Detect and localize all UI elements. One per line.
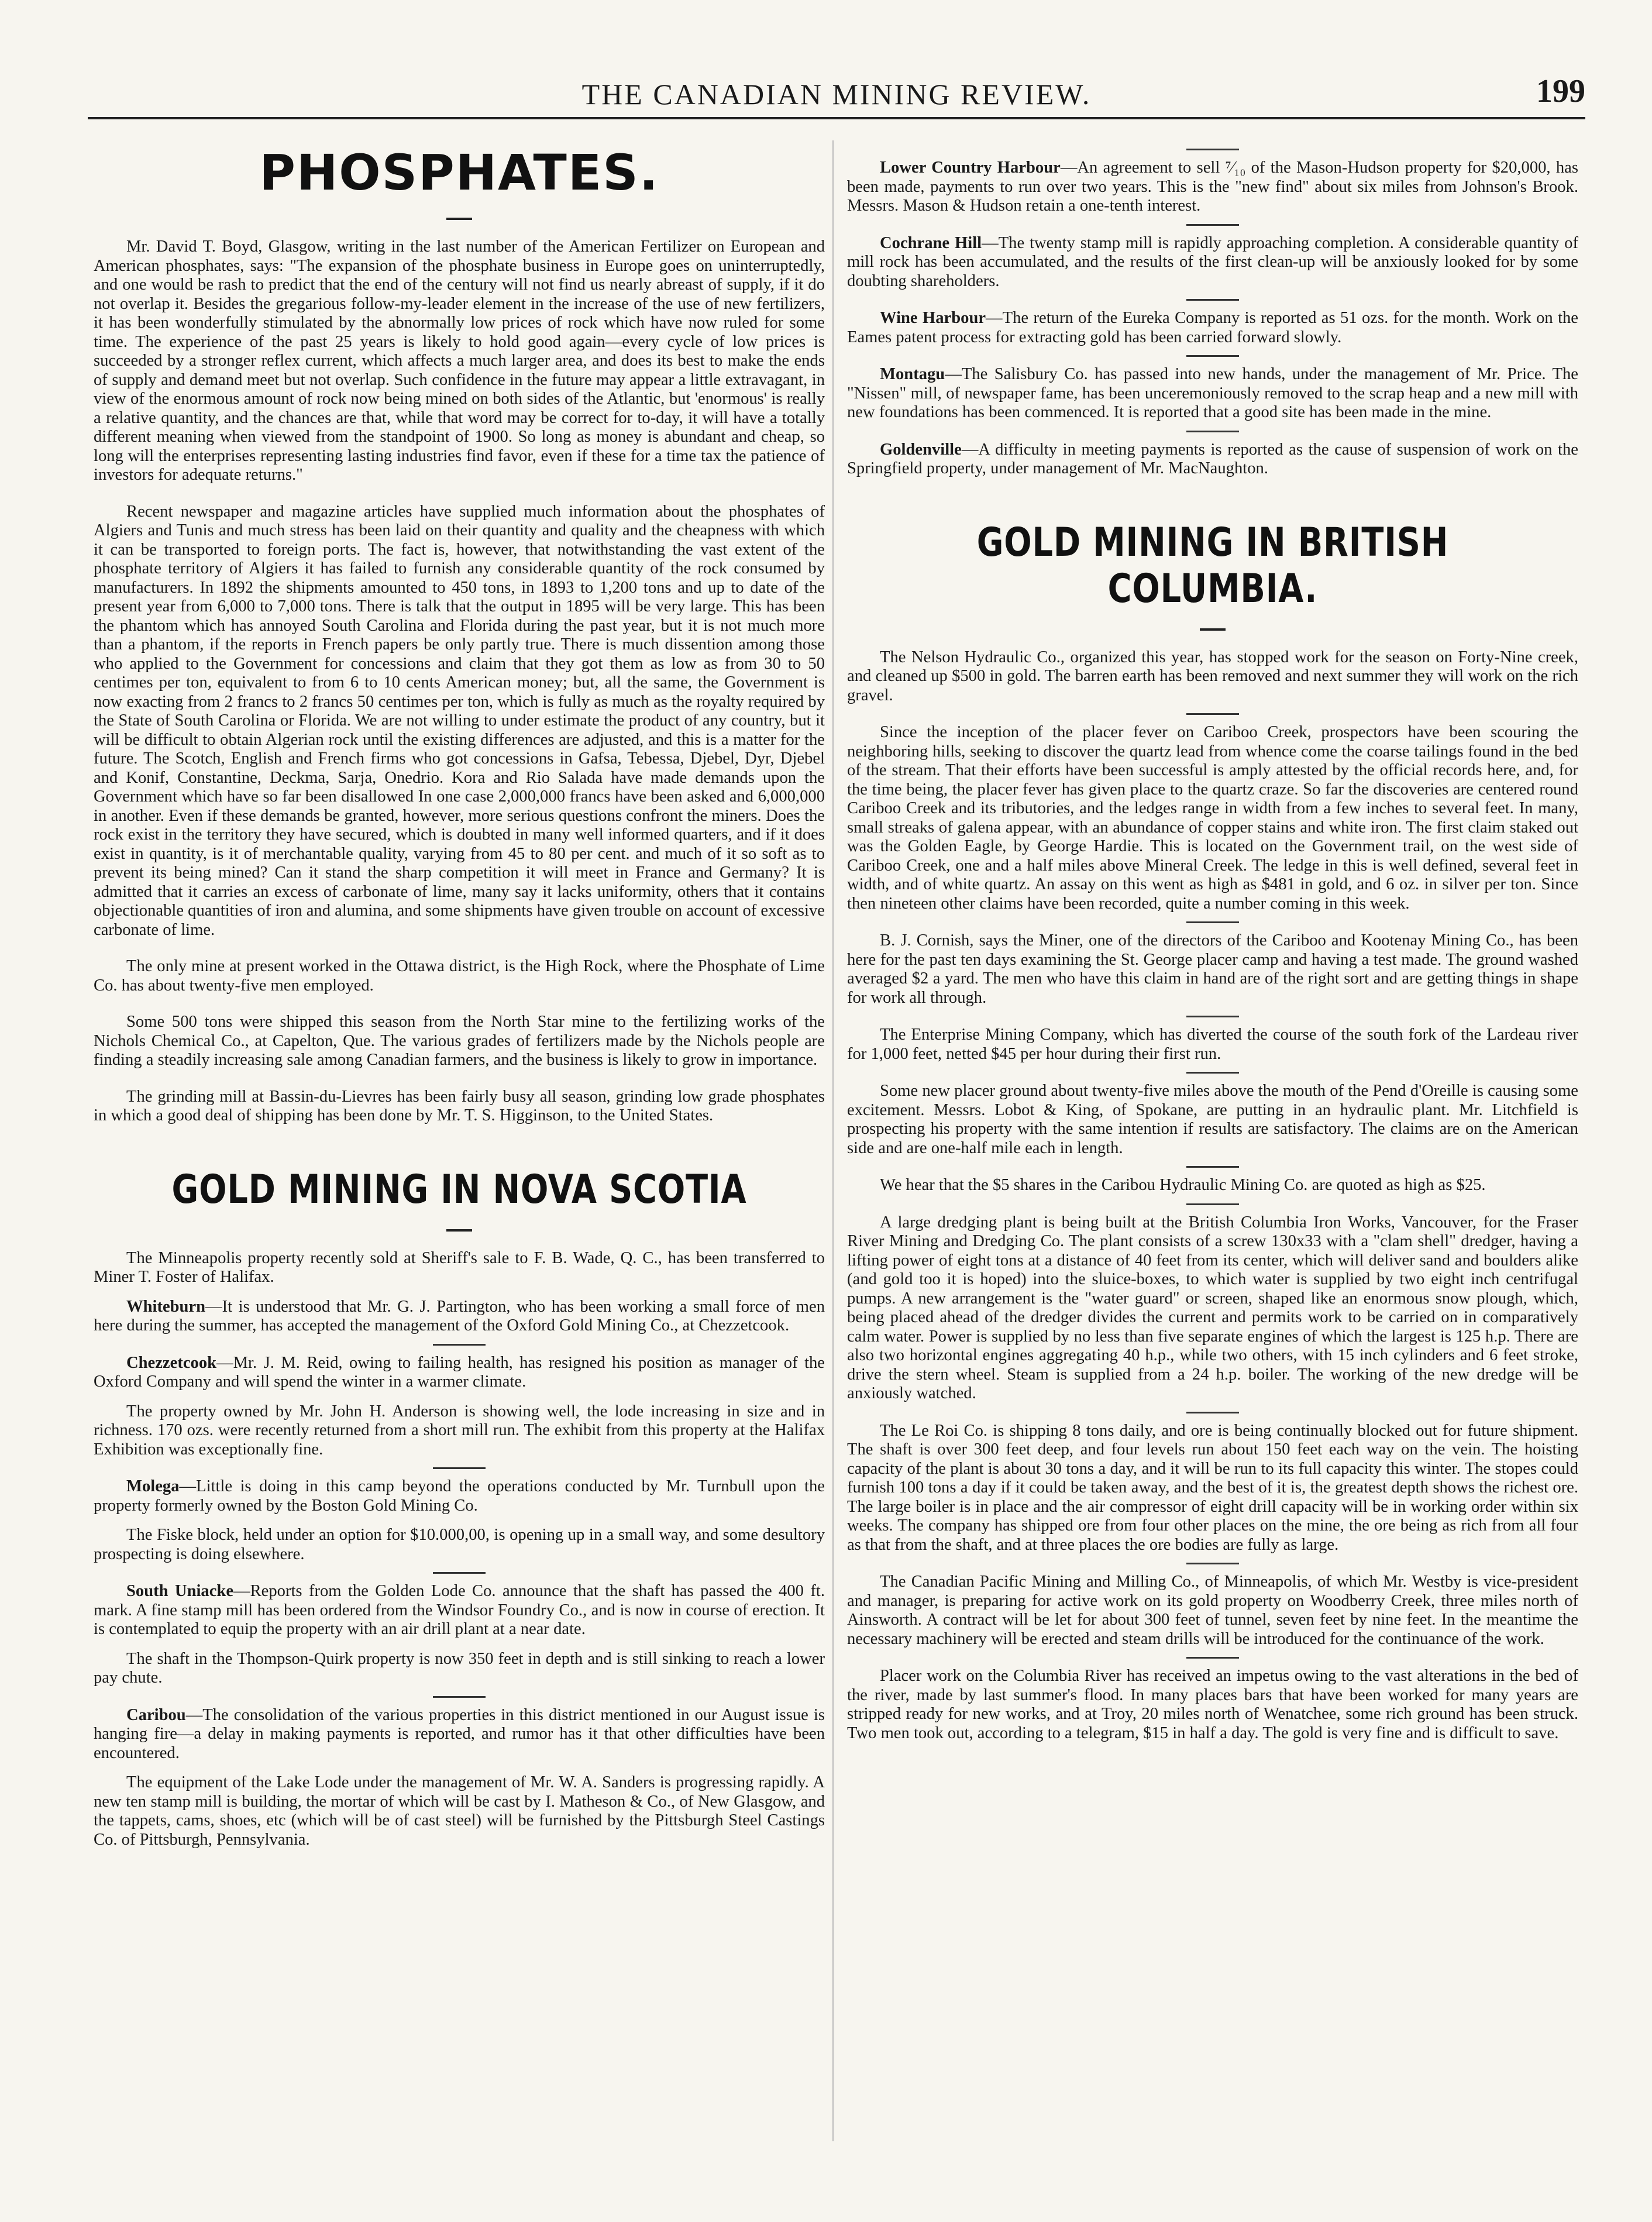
separator-rule <box>1186 1657 1239 1659</box>
caribou-paragraph <box>94 1706 825 1763</box>
page-number: 199 <box>1536 73 1585 109</box>
nova-scotia-paragraph: The Minneapolis property recently sold at Sheriff's sale to F. B. Wade, Q. C., has been transferred to Miner T. Foster of Halifax. <box>94 1248 825 1286</box>
locality-text: —The consolidation of the various properties in this district mentioned in our August issue is hanging fire—a delay in making payments is reported, and rumor has it that other difficulties have been encountered. <box>94 1705 825 1762</box>
phosphates-paragraph: The grinding mill at Bassin-du-Lievres has been fairly busy all season, grinding low grade phosphates in which a good deal of shipping has been done by Mr. T. S. Higginson, to the United States. <box>94 1087 825 1124</box>
separator-rule <box>1186 1563 1239 1564</box>
locality-text: —Little is doing in this camp beyond the operations conducted by Mr. Turnbull upon the property formerly owned by the Boston Gold Mining Co. <box>94 1477 825 1515</box>
heading-rule <box>446 218 472 220</box>
separator-rule <box>1186 224 1239 226</box>
locality-text: —Mr. J. M. Reid, owing to failing health, has resigned his position as manager of the Oxford Company and will spend the winter in a warmer climate. <box>94 1353 825 1391</box>
locality-name: Wine Harbour <box>880 309 986 327</box>
left-column <box>94 140 825 1849</box>
bc-paragraph: Placer work on the Columbia River has received an impetus owing to the vast alterations in the bed of the river, made by last summer's flood. In many places bars that have been worked for many years are stripped ready for new works, and at Troy, 20 miles north of Wenatchee, some rich ground has been struck. Two men took out, according to a telegram, $15 in half a day. The gold is very fine and is difficult to save. <box>847 1667 1578 1742</box>
separator-rule <box>1186 1166 1239 1168</box>
heading-rule <box>446 1229 472 1232</box>
separator-rule <box>1186 355 1239 357</box>
locality-name: Montagu <box>880 365 945 383</box>
separator-rule <box>1186 299 1239 301</box>
lower-country-paragraph <box>847 159 1578 216</box>
bc-paragraph: A large dredging plant is being built at the British Columbia Iron Works, Vancouver, for the Fraser River Mining and Dredging Co. The plant consists of a screw 130x33 with a "clam shell" dredger, having a lifting power of eight tons at a distance of 40 feet from its center, which will deliver sand and boulders alike (and gold too it is hoped) into the sluice-boxes, to which water is supplied by two eight inch centrifugal pumps. A new arrangement is the "water guard" or screen, shaped like an enormous snow plough, which, being placed ahead of the dredger divides the current and permits work to be carried on in comparatively calm water. Power is supplied by no less than five separate engines of which the largest is 125 h.p. There are also two horizontal engines aggregating 40 h.p., while two others, with 15 inch cylinders and 6 feet stroke, drive the stern wheel. Steam is supplied from a 24 h.p. boiler. The working of the new dredge will be anxiously watched. <box>847 1213 1578 1402</box>
locality-name: Molega <box>126 1477 180 1495</box>
phosphates-heading: PHOSPHATES. <box>259 144 659 201</box>
running-title: THE CANADIAN MINING REVIEW. <box>581 78 1092 111</box>
locality-name: South Uniacke <box>126 1582 234 1600</box>
locality-name: Caribou <box>126 1705 186 1724</box>
column-divider <box>832 140 834 2141</box>
locality-text: —The Salisbury Co. has passed into new hands, under the management of Mr. Price. The "Nissen" mill, of newspaper fame, has been unceremoniously removed to the scrap heap and a new mill with new foundations has been commenced. It is reported that a good site has been made in the mine. <box>847 365 1578 421</box>
lake-lode-paragraph: The equipment of the Lake Lode under the management of Mr. W. A. Sanders is progressing rapidly. A new ten stamp mill is building, the mortar of which will be cast by I. Matheson & Co., of New Glasgow, and the tappets, cams, shoes, etc (which will be of cast steel) will be furnished by the Pittsburgh Steel Castings Co. of Pittsburgh, Pennsylvania. <box>94 1773 825 1849</box>
montagu-paragraph <box>847 365 1578 422</box>
locality-text: —The twenty stamp mill is rapidly approaching completion. A considerable quantity of mill rock has been accumulated, and the results of the first clean-up will be anxiously looked for by some doubting shareholders. <box>847 233 1578 290</box>
chezzetcook-paragraph <box>94 1354 825 1392</box>
bc-paragraph: We hear that the $5 shares in the Caribou Hydraulic Mining Co. are quoted as high as $25. <box>880 1176 1486 1194</box>
separator-rule <box>1186 1016 1239 1017</box>
separator-rule <box>1186 921 1239 923</box>
phosphates-paragraph: Mr. David T. Boyd, Glasgow, writing in the last number of the American Fertilizer on European and American phosphates, says: "The expansion of the phosphate business in Europe goes on uninterruptedly, and one would be rash to predict that the end of the century will not find us nearly abreast of supply, if it do not overlap it. Besides the gregarious follow-my-leader element in the increase of the use of new fertilizers, it has been wonderfully stimulated by the abnormally low prices of rock which have now ruled for some time. The experience of the past 25 years is likely to hold good again—every cycle of low prices is succeeded by a stronger reflex current, which affects a much larger area, and does its best to make the ends of supply and demand meet but not overlap. Such confidence in the future may appear a little extravagant, in view of the enormous amount of rock now being mined on both sides of the Atlantic, but 'enormous' is really a relative quantity, and the chances are that, while that word may be correct for to-day, it will have a totally different meaning when viewed from the standpoint of 1900. So long as money is abundant and cheap, so long will the enterprises representing lasting industries find favor, even if these for a time tax the patience of investors for adequate returns." <box>94 238 825 484</box>
page-header <box>88 64 1585 119</box>
locality-name: Cochrane Hill <box>880 233 982 252</box>
right-column <box>847 140 1578 1743</box>
molega-paragraph <box>94 1477 825 1515</box>
uniacke-paragraph <box>94 1582 825 1639</box>
separator-rule <box>433 1572 486 1574</box>
whiteburn-paragraph <box>94 1298 825 1336</box>
locality-text: —Reports from the Golden Lode Co. announce that the shaft has passed the 400 ft. mark. A fine stamp mill has been ordered from the Windsor Foundry Co., and is now in course of erection. It is contemplated to equip the property with an air drill plant at a near date. <box>94 1582 825 1638</box>
separator-rule <box>433 1344 486 1346</box>
phosphates-paragraph: Recent newspaper and magazine articles have supplied much information about the phosphates of Algiers and Tunis and much stress has been laid on their quantity and quality and the cheapness with which it can be transported to foreign ports. The fact is, however, that notwithstanding the vast extent of the phosphate territory of Algiers it has failed to furnish any considerable quantity of the rock consumed by manufacturers. In 1892 the shipments amounted to 450 tons, in 1893 to 1,200 tons and up to date of the present year from 6,000 to 7,000 tons. There is talk that the output in 1895 will be very large. This has been the phantom which has annoyed South Carolina and Florida during the past year, but it is not much more than a phantom, if the reports in French papers be only partly true. There is much dissention among those who applied to the Government for concessions and claim that they got them as low as from 30 to 50 centimes per ton, equivalent to from 6 to 10 cents American money; but, all the same, the Government is now exacting from 2 francs to 2 francs 50 centimes per ton, which is fully as much as the royalty required by the State of South Carolina or Florida. We are not willing to under estimate the product of any country, but it will be difficult to obtain Algerian rock until the existing differences are adjusted, and this is a matter for the future. The Scotch, English and French firms who got concessions in Gafsa, Tebessa, Djebel, Dyr, Djebel and Konif, Constantine, Deckma, Sarja, Onedrio. Kora and Rio Salada have made demands upon the Government which have so far been disallowed In one case 2,000,000 francs have been asked and 6,000,000 in another. Even if these demands be granted, however, more serious questions confront the miners. Does the rock exist in the territory they have secured, which is doubted in many well informed quarters, and if it does exist in quantity, is it of merchantable quality, varying from 45 to 80 per cent. and much of it so soft as to prevent its being mined? Can it stand the sharp competition it will meet in France and Germany? It is admitted that it carries an excess of carbonate of lime, many say it lacks uniformity, others that it contains objectionable quantities of iron and alumina, and some shipments have given trouble on account of excessive carbonate of lime. <box>94 502 825 939</box>
heading-rule <box>1200 628 1226 631</box>
cochrane-paragraph <box>847 234 1578 291</box>
locality-text: —An agreement to sell ⁷⁄₁₀ of the Mason-Hudson property for $20,000, has been made, payments to run over two years. This is the "new find" about six miles from Johnson's Brook. Messrs. Mason & Hudson retain a one-tenth interest. <box>847 159 1578 215</box>
bc-paragraph: The Canadian Pacific Mining and Milling Co., of Minneapolis, of which Mr. Westby is vice-president and manager, is preparing for active work on its gold property on Woodberry Creek, three miles north of Ainsworth. A contract will be let for about 300 feet of tunnel, seven feet by nine feet. In the meantime the necessary machinery will be erected and steam drills will be introduced for the continuance of the work. <box>847 1573 1578 1648</box>
wine-harbour-paragraph <box>847 309 1578 347</box>
phosphates-paragraph: Some 500 tons were shipped this season from the North Star mine to the fertilizing works of the Nichols Chemical Co., at Capelton, Que. The various grades of fertilizers made by the Nichols people are finding a steadily increasing sale among Canadian farmers, and the business is likely to grow in importance. <box>94 1013 825 1069</box>
bc-paragraph: Some new placer ground about twenty-five miles above the mouth of the Pend d'Oreille is causing some excitement. Messrs. Lobot & King, of Spokane, are putting in an hydraulic plant. Mr. Litchfield is prospecting his property with the same intention if results are satisfactory. The claims are on the American side and are one-half mile each in length. <box>847 1082 1578 1157</box>
locality-text: —A difficulty in meeting payments is reported as the cause of suspension of work on the Springfield property, under management of Mr. MacNaughton. <box>847 440 1578 477</box>
fiske-paragraph: The Fiske block, held under an option for $10.000,00, is opening up in a small way, and some desultory prospecting is doing elsewhere. <box>94 1526 825 1563</box>
bc-paragraph: Since the inception of the placer fever on Cariboo Creek, prospectors have been scouring the neighboring hills, seeking to discover the quartz lead from whence come the coarse tailings found in the bed of the stream. That their efforts have been successful is amply attested by the official records here, and, for the time being, the placer fever has given place to the quartz craze. So far the discoveries are centered round Cariboo Creek and its tributories, and the ledges range in width from a few inches to several feet. In many, small streaks of galena appear, with an abundance of copper stains and white iron. The first claim staked out was the Golden Eagle, by George Hardie. This is located on the Government trail, on the west side of Cariboo Creek, one and a half miles above Mineral Creek. The ledge in this is well defined, several feet in width, and of white quartz. An assay on this went as high as $481 in gold, and 6 oz. in silver per ton. Since then nineteen other claims have been recorded, quite a number coming in this week. <box>847 723 1578 913</box>
separator-rule <box>1186 713 1239 715</box>
locality-name: Chezzetcook <box>126 1353 217 1372</box>
bc-paragraph: The Nelson Hydraulic Co., organized this year, has stopped work for the season on Forty-Nine creek, and cleaned up $500 in gold. The barren earth has been removed and next summer they will work on the rich gravel. <box>847 648 1578 704</box>
separator-rule <box>433 1467 486 1469</box>
locality-text: —It is understood that Mr. G. J. Partington, who has been working a small force of men here during the summer, has accepted the management of the Oxford Gold Mining Co., at Chezzetcook. <box>94 1297 825 1334</box>
bc-paragraph: B. J. Cornish, says the Miner, one of the directors of the Cariboo and Kootenay Mining Co., has been here for the past ten days examining the St. George placer camp and having a test made. The ground washed averaged $2 a yard. The men who have this claim in hand are of the right sort and are getting things in shape for work all through. <box>847 931 1578 1007</box>
bc-paragraph: The Le Roi Co. is shipping 8 tons daily, and ore is being continually blocked out for future shipment. The shaft is over 300 feet deep, and four levels run about 150 feet each way on the vein. The hoisting capacity of the plant is about 30 tons a day, and it will be run to its full capacity this winter. The stopes could furnish 100 tons a day if it could be taken away, and the best of it is, the greatest depth shows the richest ore. The large boiler is in place and the air compressor of eight drill capacity will be in working order within six weeks. The company has shipped ore from four other places on the mine, the ore being as rich from all four as that from the shaft, and at three places the ore bodies are fully as large. <box>847 1421 1578 1554</box>
separator-rule <box>1186 149 1239 150</box>
separator-rule <box>1186 1412 1239 1413</box>
anderson-paragraph: The property owned by Mr. John H. Anderson is showing well, the lode increasing in size and in richness. 170 ozs. were recently returned from a short mill run. The exhibit from this property at the Halifax Exhibition was exceptionally fine. <box>94 1402 825 1459</box>
locality-name: Goldenville <box>880 440 962 459</box>
locality-name: Whiteburn <box>126 1297 206 1316</box>
separator-rule <box>1186 431 1239 432</box>
british-columbia-heading: GOLD MINING IN BRITISH COLUMBIA. <box>976 519 1449 612</box>
phosphates-paragraph: The only mine at present worked in the Ottawa district, is the High Rock, where the Phosphate of Lime Co. has about twenty-five men employed. <box>94 957 825 995</box>
separator-rule <box>1186 1072 1239 1074</box>
locality-text: —The return of the Eureka Company is reported as 51 ozs. for the month. Work on the Eames patent process for extracting gold has been carried forward slowly. <box>847 309 1578 346</box>
goldenville-paragraph <box>847 441 1578 479</box>
locality-name: Lower Country Harbour <box>880 159 1061 177</box>
bc-paragraph: The Enterprise Mining Company, which has diverted the course of the south fork of the Lardeau river for 1,000 feet, netted $45 per hour during their first run. <box>847 1026 1578 1063</box>
thompson-paragraph: The shaft in the Thompson-Quirk property is now 350 feet in depth and is still sinking to reach a lower pay chute. <box>94 1649 825 1687</box>
separator-rule <box>433 1696 486 1698</box>
nova-scotia-heading: GOLD MINING IN NOVA SCOTIA <box>171 1166 747 1213</box>
separator-rule <box>1186 1203 1239 1205</box>
